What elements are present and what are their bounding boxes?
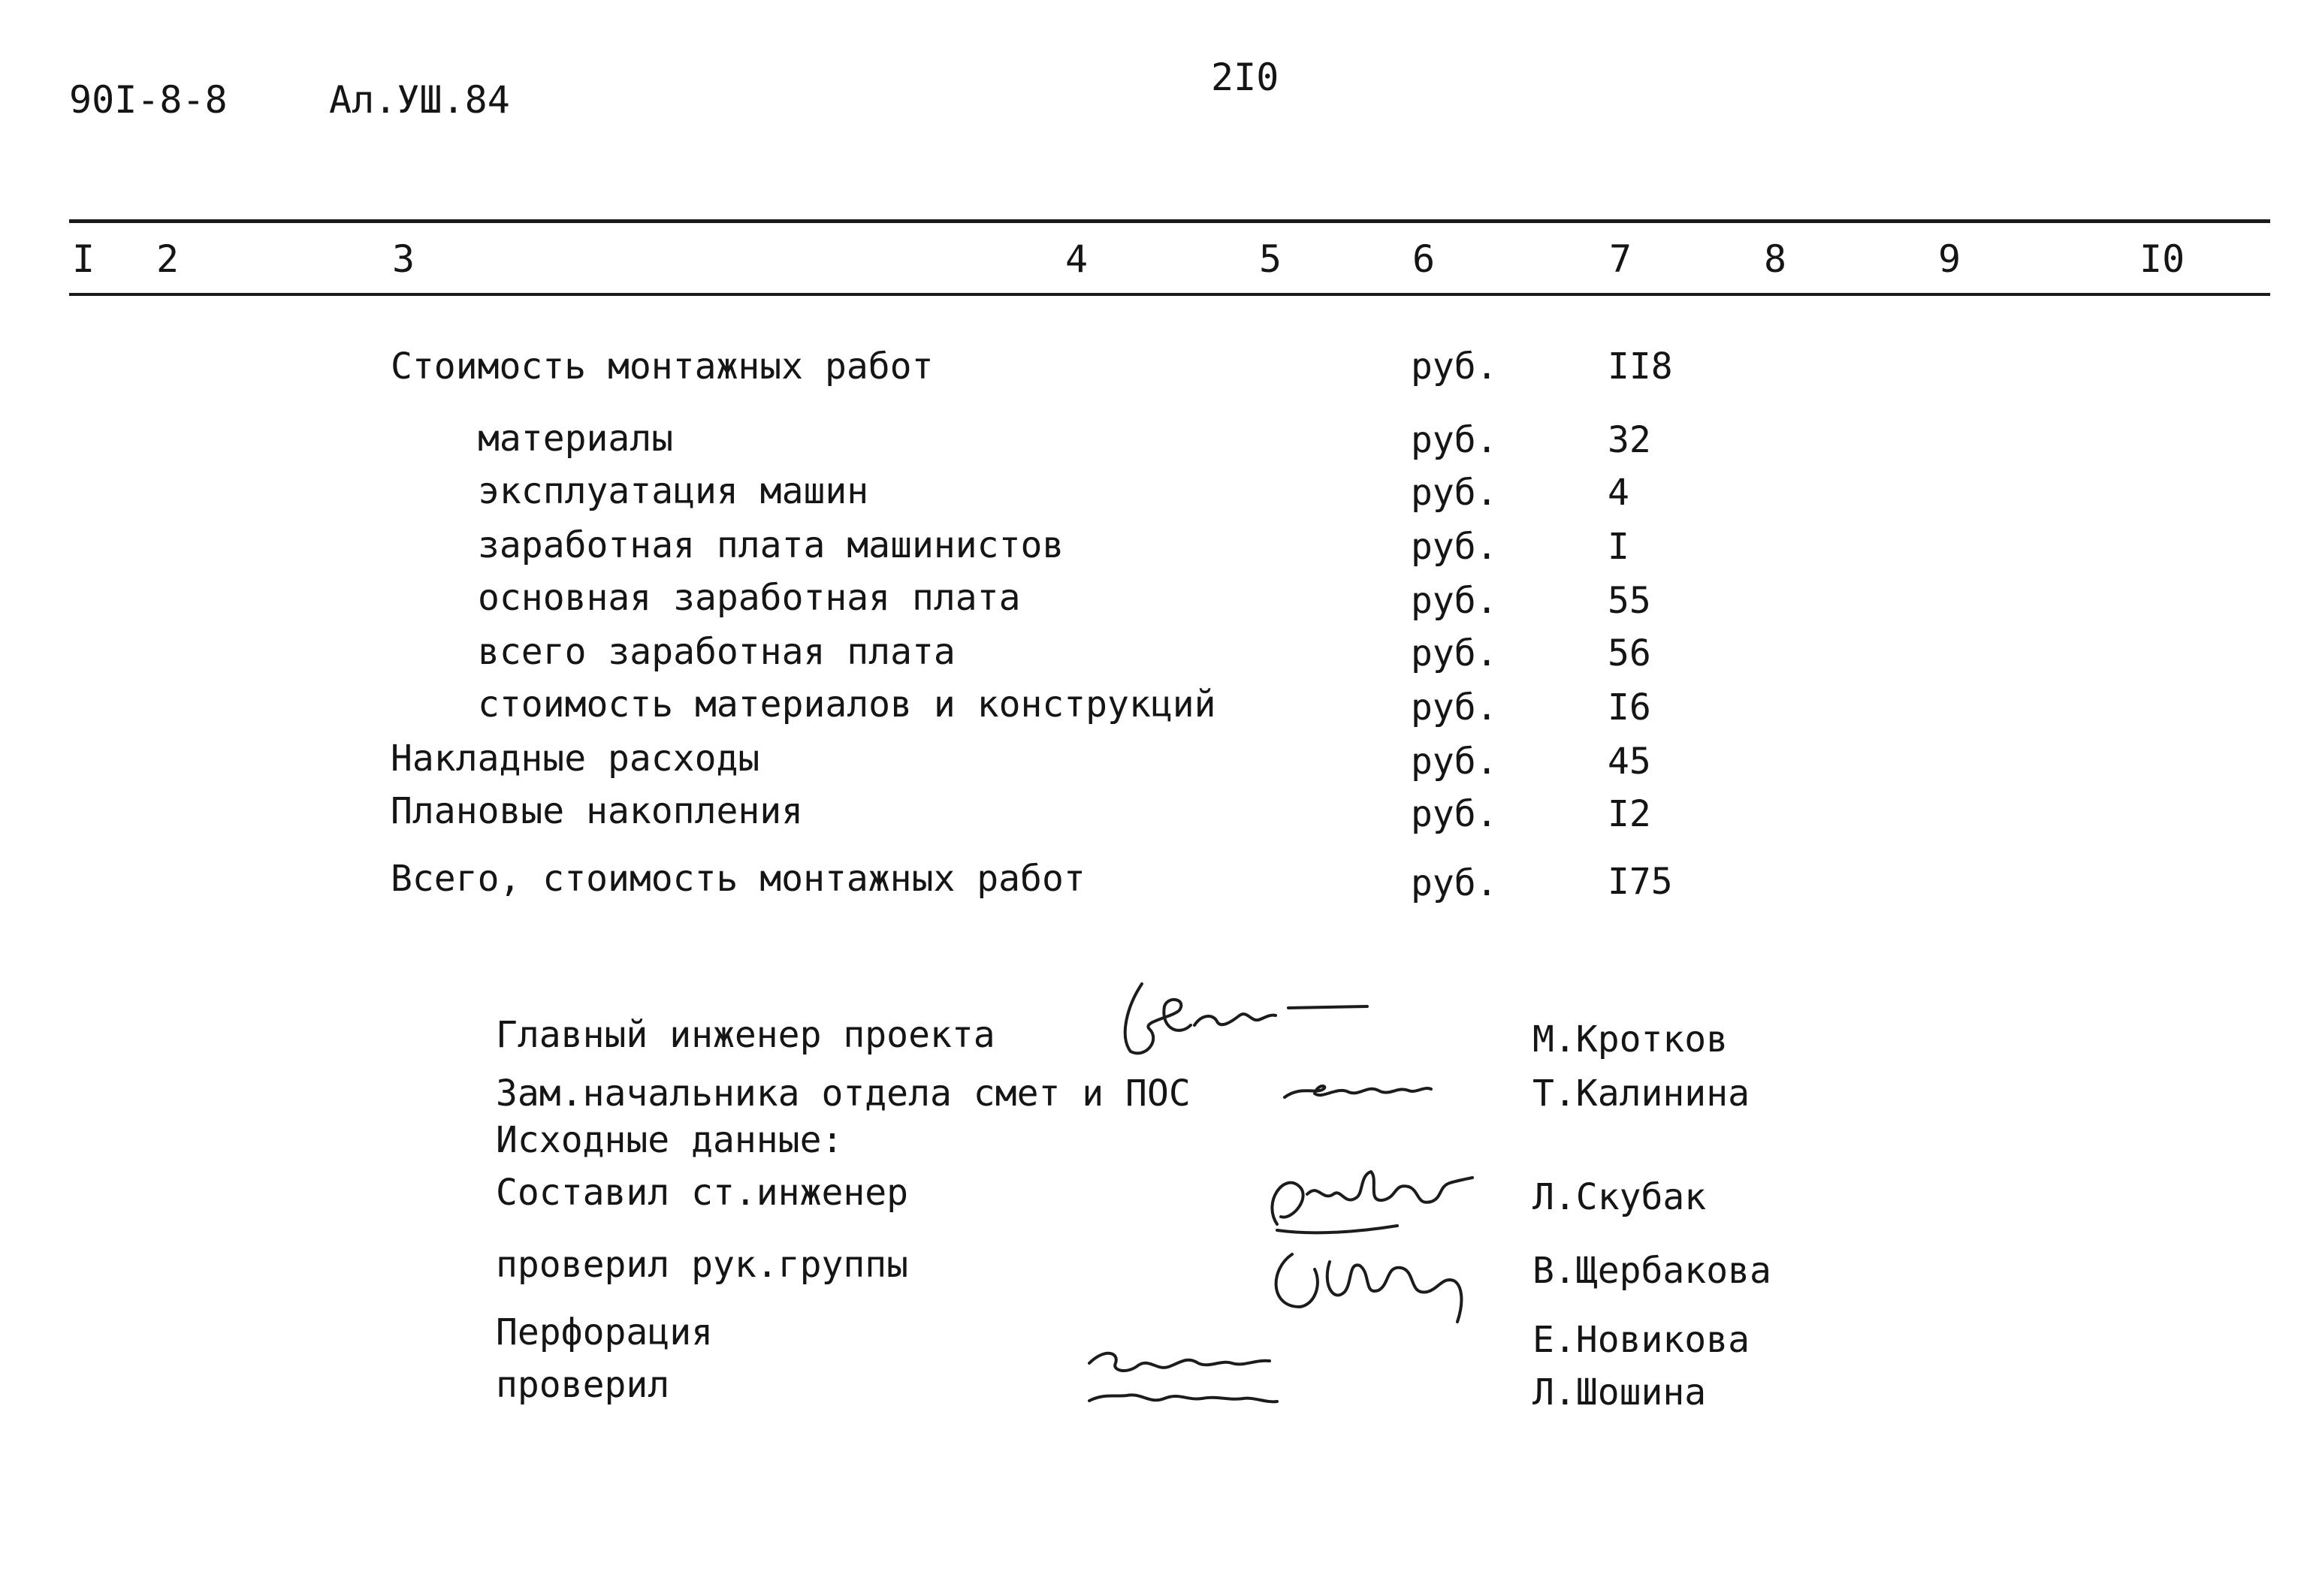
row-value: 32 xyxy=(1608,419,1651,461)
row-unit: руб. xyxy=(1411,686,1498,729)
column-number-10: I0 xyxy=(2139,237,2185,281)
signatory-name: Л.Шошина xyxy=(1532,1371,1707,1413)
row-value: 56 xyxy=(1608,632,1651,674)
signature-role: Перфорация xyxy=(496,1311,713,1353)
row-unit: руб. xyxy=(1411,632,1498,674)
document-code: 90I-8-8 xyxy=(69,78,228,122)
signature-role: проверил рук.группы xyxy=(496,1244,909,1286)
column-number-3: 3 xyxy=(392,237,415,281)
column-number-4: 4 xyxy=(1065,237,1089,281)
column-number-1: I xyxy=(72,237,95,281)
signature-role: Составил ст.инженер xyxy=(496,1172,909,1214)
table-top-rule xyxy=(69,219,2270,223)
row-label: основная заработная плата xyxy=(478,577,1021,619)
row-value: I2 xyxy=(1608,793,1651,835)
row-unit: руб. xyxy=(1411,419,1498,461)
row-value: 45 xyxy=(1608,741,1651,783)
handwritten-signature xyxy=(1277,1063,1457,1116)
total-row-value: I75 xyxy=(1608,861,1673,903)
signatory-name: Т.Калинина xyxy=(1532,1073,1750,1115)
row-unit: руб. xyxy=(1411,472,1498,514)
total-row-unit: руб. xyxy=(1411,862,1498,904)
signature-role: проверил xyxy=(496,1364,670,1406)
row-value: 55 xyxy=(1608,580,1651,622)
column-number-8: 8 xyxy=(1764,237,1787,281)
column-number-5: 5 xyxy=(1259,237,1282,281)
signature-role: Главный инженер проекта xyxy=(496,1014,995,1056)
signatory-name: М.Кротков xyxy=(1532,1018,1729,1060)
row-label: стоимость материалов и конструкций xyxy=(478,683,1216,726)
column-number-6: 6 xyxy=(1412,237,1436,281)
column-number-2: 2 xyxy=(156,237,180,281)
row-unit: руб. xyxy=(1411,526,1498,568)
row-label: Накладные расходы xyxy=(391,738,760,780)
table-header-rule xyxy=(69,293,2270,296)
handwritten-signature xyxy=(1240,1224,1480,1337)
handwritten-signature xyxy=(1089,969,1390,1074)
row-label: Стоимость монтажных работ xyxy=(391,345,934,388)
signature-role: Зам.начальника отдела смет и ПОС xyxy=(496,1073,1191,1115)
signatory-name: Л.Скубак xyxy=(1532,1176,1707,1218)
signatory-name: В.Щербакова xyxy=(1532,1250,1771,1292)
column-number-7: 7 xyxy=(1609,237,1632,281)
signatory-name: Е.Новикова xyxy=(1532,1319,1750,1361)
row-label: заработная плата машинистов xyxy=(478,524,1064,566)
row-unit: руб. xyxy=(1411,741,1498,783)
column-number-9: 9 xyxy=(1938,237,1961,281)
row-label: материалы xyxy=(478,418,674,460)
album-number: Ал.УШ.84 xyxy=(329,78,510,122)
total-row-label: Всего, стоимость монтажных работ xyxy=(391,858,1086,900)
signature-role: Исходные данные: xyxy=(496,1119,844,1161)
row-unit: руб. xyxy=(1411,345,1498,388)
row-label: эксплуатация машин xyxy=(478,470,869,512)
row-label: Плановые накопления xyxy=(391,790,804,832)
row-label: всего заработная плата xyxy=(478,631,956,673)
row-value: I6 xyxy=(1608,686,1651,729)
row-unit: руб. xyxy=(1411,580,1498,622)
row-value: II8 xyxy=(1608,345,1673,388)
row-value: I xyxy=(1608,526,1629,568)
row-value: 4 xyxy=(1608,472,1629,514)
row-unit: руб. xyxy=(1411,793,1498,835)
handwritten-signature xyxy=(1074,1329,1300,1420)
page-number: 2I0 xyxy=(1211,56,1279,99)
